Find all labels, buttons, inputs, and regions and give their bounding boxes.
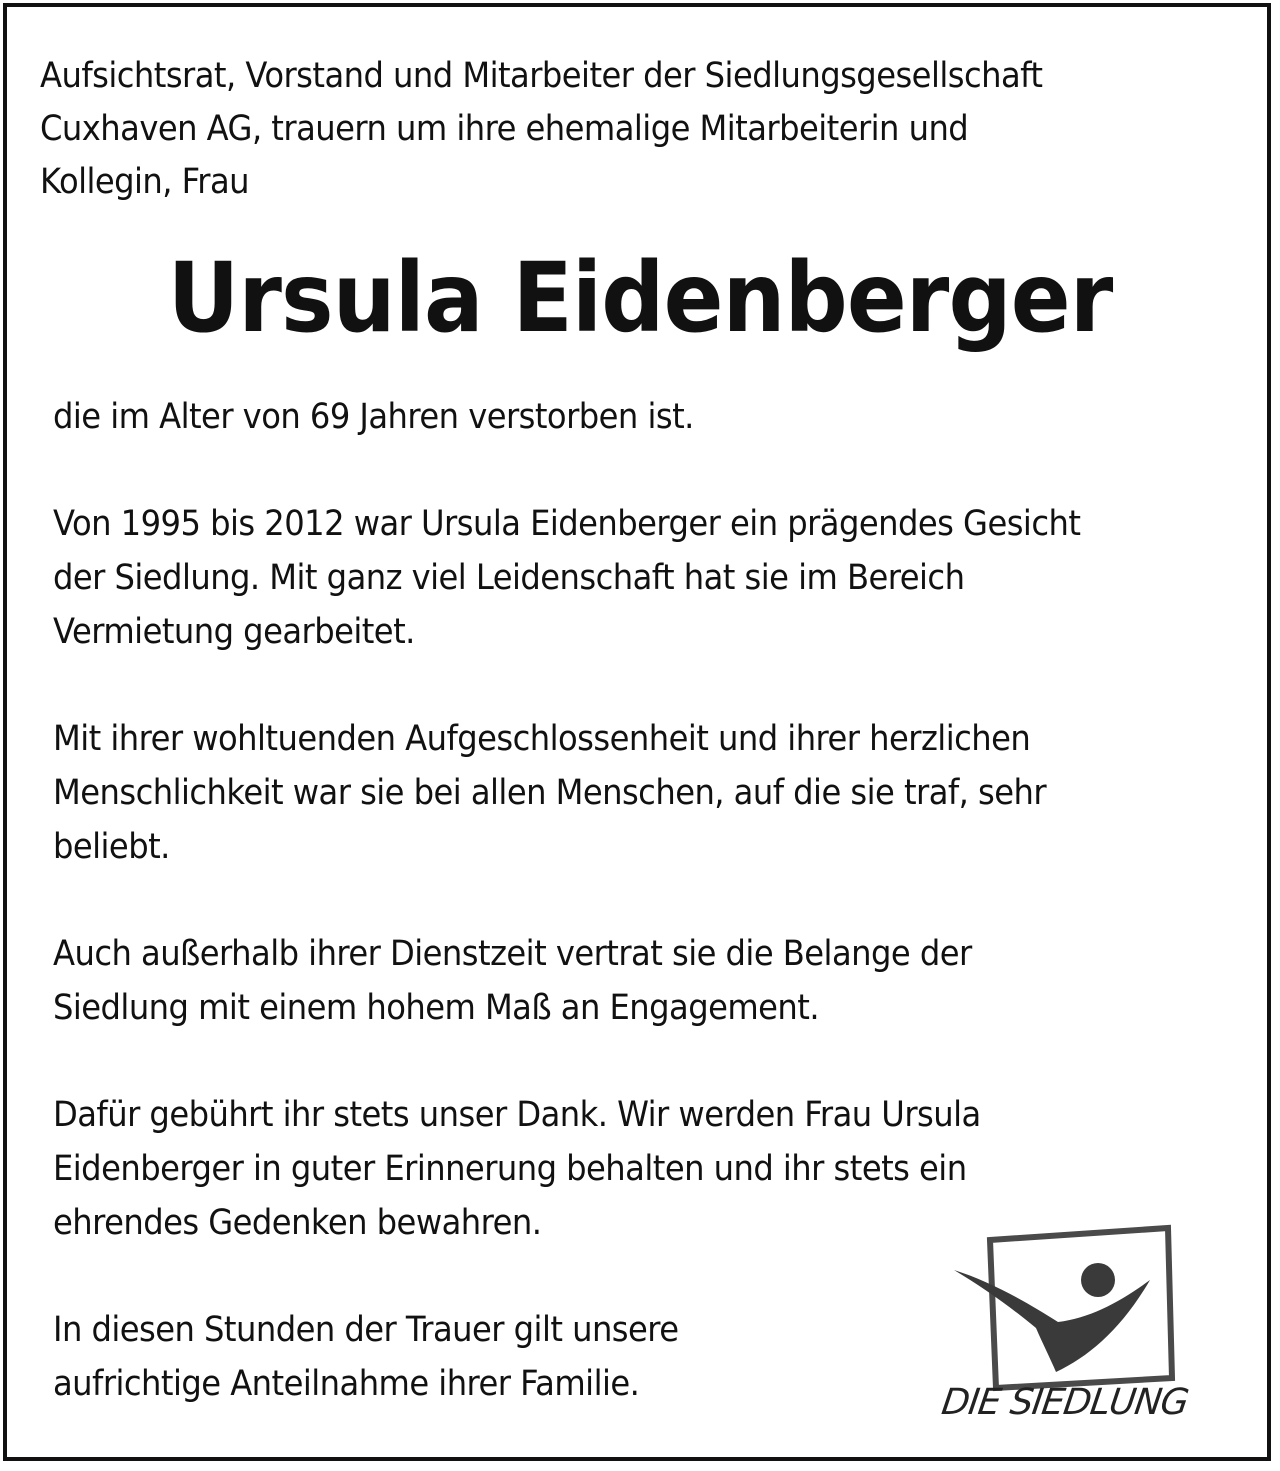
intro-text	[40, 50, 1144, 209]
deceased-name: Ursula Eidenberger	[167, 242, 1113, 354]
body-paragraph: Dafür gebührt ihr stets unser Dank. Wir werden Frau Ursula Eidenberger in guter Erinnerung behalten und ihr stets ein ehrendes Gedenken bewahren.	[53, 1095, 981, 1243]
body-paragraph: Auch außerhalb ihrer Dienstzeit vertrat sie die Belange der Siedlung mit einem hohem Maß an Engagement.	[53, 934, 972, 1028]
body-paragraph: Von 1995 bis 2012 war Ursula Eidenberger ein prägendes Gesicht der Siedlung. Mit ganz viel Leidenschaft hat sie im Bereich Vermietung gearbeitet.	[53, 504, 1081, 652]
logo-wordmark: DIE SIEDLUNG	[939, 1382, 1191, 1423]
intro-line: Kollegin, Frau	[40, 162, 250, 202]
body-paragraph: die im Alter von 69 Jahren verstorben ist.	[53, 397, 694, 437]
intro-line: Cuxhaven AG, trauern um ihre ehemalige Mitarbeiterin und	[40, 109, 969, 149]
body-paragraph: In diesen Stunden der Trauer gilt unsere aufrichtige Anteilnahme ihrer Familie.	[53, 1310, 679, 1404]
body-paragraph: Mit ihrer wohltuenden Aufgeschlossenheit und ihrer herzlichen Menschlichkeit war sie bei allen Menschen, auf die sie traf, sehr beliebt.	[53, 719, 1047, 867]
intro-line: Aufsichtsrat, Vorstand und Mitarbeiter der Siedlungsgesellschaft	[40, 56, 1043, 96]
